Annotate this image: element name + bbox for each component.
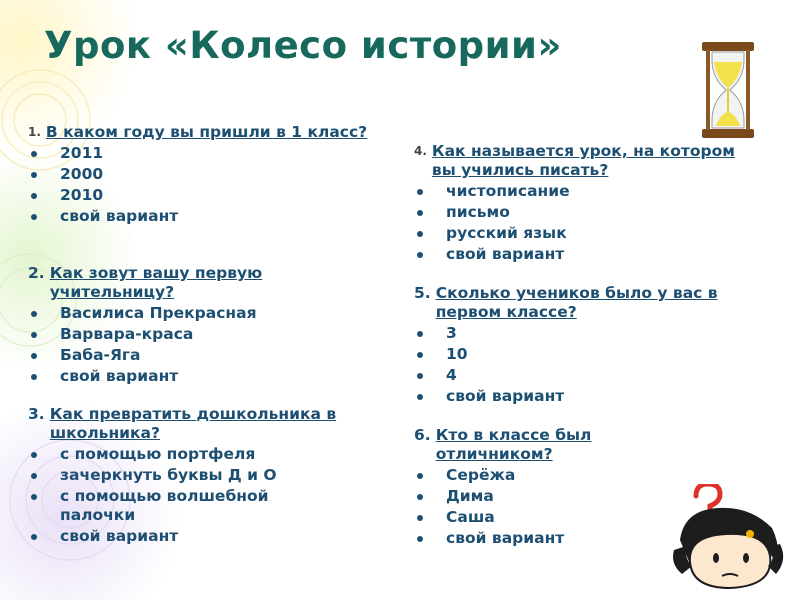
question-5 <box>414 284 759 408</box>
question-number: 5. <box>414 284 431 302</box>
option: Серёжа <box>414 466 654 485</box>
option: 2000 <box>28 165 373 184</box>
option: свой вариант <box>414 529 654 548</box>
option: зачеркнуть буквы Д и О <box>28 466 388 485</box>
question-text: Сколько учеников было у вас в первом классе? <box>435 284 718 321</box>
page-title: Урок «Колесо истории» <box>44 24 562 67</box>
question-number: 3. <box>28 405 45 423</box>
question-2 <box>28 264 358 388</box>
question-text: Как превратить дошкольника в школьника? <box>49 405 337 442</box>
option: свой вариант <box>28 527 388 546</box>
question-4 <box>414 142 754 266</box>
option: Дима <box>414 487 654 506</box>
option: с помощью портфеля <box>28 445 388 464</box>
option: письмо <box>414 203 754 222</box>
option: русский язык <box>414 224 754 243</box>
option: Саша <box>414 508 654 527</box>
question-3 <box>28 405 388 548</box>
question-number: 1. <box>28 125 41 139</box>
option: 10 <box>414 345 759 364</box>
question-1 <box>28 123 373 228</box>
question-text: В каком году вы пришли в 1 класс? <box>45 123 368 141</box>
question-number: 6. <box>414 426 431 444</box>
option: свой вариант <box>28 207 373 226</box>
option: свой вариант <box>414 387 759 406</box>
hourglass-icon <box>700 40 756 140</box>
option: свой вариант <box>414 245 754 264</box>
question-text: Кто в классе был отличником? <box>435 426 592 463</box>
option: чистописание <box>414 182 754 201</box>
option: Василиса Прекрасная <box>28 304 358 323</box>
question-number: 2. <box>28 264 45 282</box>
question-text: Как называется урок, на котором вы учились писать? <box>431 142 735 179</box>
option: 3 <box>414 324 759 343</box>
option: свой вариант <box>28 367 358 386</box>
option: 2010 <box>28 186 373 205</box>
option: Варвара-краса <box>28 325 358 344</box>
option: 4 <box>414 366 759 385</box>
question-number: 4. <box>414 144 427 158</box>
question-6 <box>414 426 654 550</box>
option: 2011 <box>28 144 373 163</box>
thinking-face-icon <box>670 484 788 594</box>
option: Баба-Яга <box>28 346 358 365</box>
question-text: Как зовут вашу первую учительницу? <box>49 264 263 301</box>
option: с помощью волшебной палочки <box>28 487 310 525</box>
